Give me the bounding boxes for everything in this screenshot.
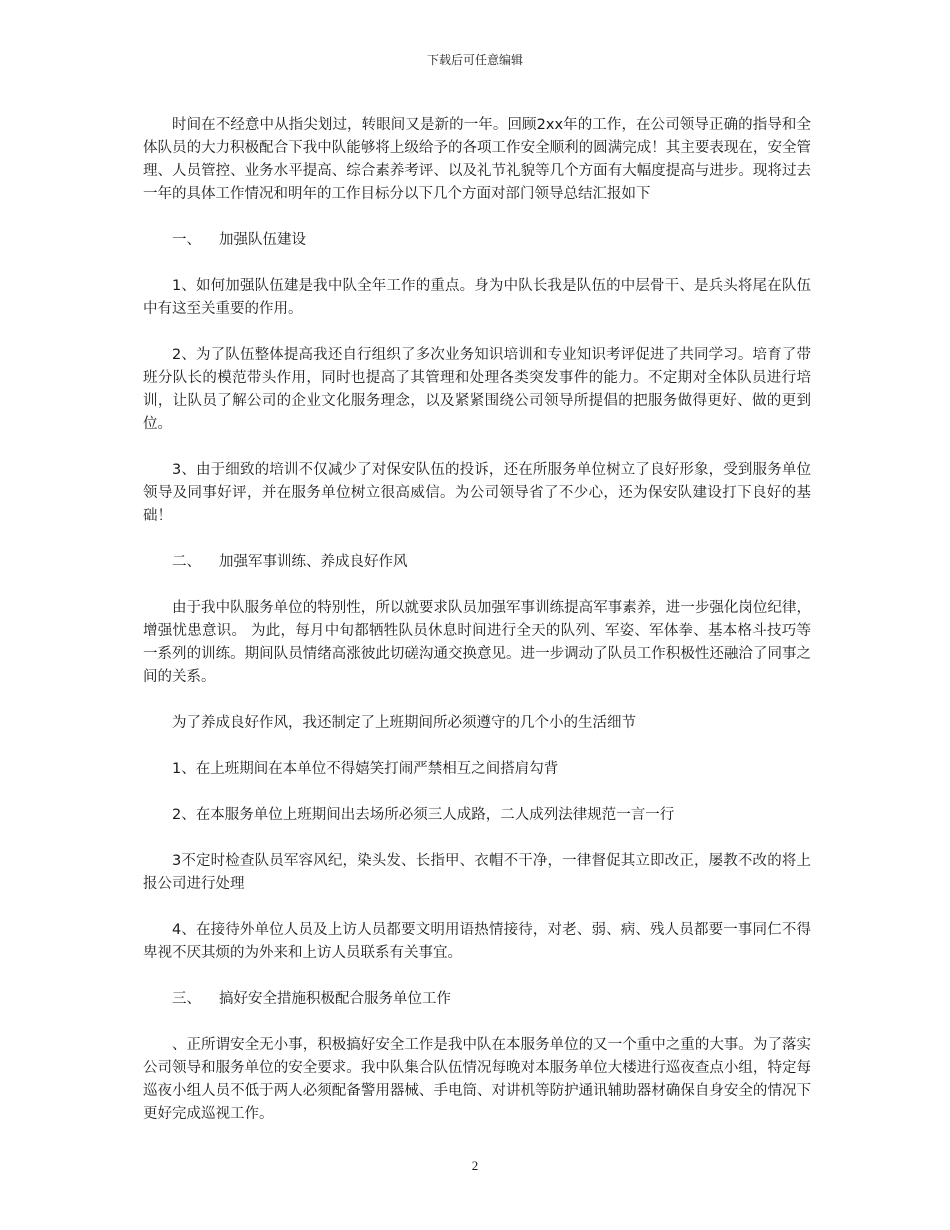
page-number: 2	[471, 1158, 479, 1173]
section-heading-1	[143, 229, 811, 252]
section-number-3: 三、	[172, 991, 201, 1007]
section-title-3: 搞好安全措施积极配合服务单位工作	[219, 991, 451, 1007]
section-number-2: 二、	[172, 554, 201, 570]
paragraph-1: 1、如何加强队伍建是我中队全年工作的重点。身为中队长我是队伍的中层骨干、是兵头将尾在队伍中有这至关重要的作用。	[143, 278, 811, 317]
section-heading-2	[143, 551, 811, 574]
section-title-1: 加强队伍建设	[219, 232, 306, 248]
paragraph-5: 为了养成良好作风，我还制定了上班期间所必须遵守的几个小的生活细节	[172, 715, 636, 731]
paragraph-7: 2、在本服务单位上班期间出去场所必须三人成路，二人成列法律规范一言一行	[172, 807, 675, 823]
paragraph-9: 4、在接待外单位人员及上访人员都要文明用语热情接待，对老、弱、病、残人员都要一事同仁不得卑视不厌其烦的为外来和上访人员联系有关事宜。	[143, 922, 811, 961]
paragraph-3: 3、由于细致的培训不仅减少了对保安队伍的投诉，还在所服务单位树立了良好形象，受到服务单位领导及同事好评，并在服务单位树立很高威信。为公司领导省了不少心，还为保安队建设打下良好的基础！	[143, 462, 811, 524]
intro-paragraph: 时间在不经意中从指尖划过，转眼间又是新的一年。回顾2xx年的工作，在公司领导正确的指导和全体队员的大力积极配合下我中队能够将上级给予的各项工作安全顺利的圆满完成！其主要表现在，安全管理、人员管控、业务水平提高、综合素养考评、以及礼节礼貌等几个方面有大幅度提高与进步。现将过去一年的具体工作情况和明年的工作目标分以下几个方面对部门领导总结汇报如下	[143, 117, 811, 202]
paragraph-4: 由于我中队服务单位的特别性，所以就要求队员加强军事训练提高军事素养，进一步强化岗位纪律，增强忧患意识。 为此，每月中旬都牺牲队员休息时间进行全天的队列、军姿、军体拳、基本格斗技巧等一系列的训练。期间队员情绪高涨彼此切磋沟通交换意见。进一步调动了队员工作积极性还融洽了同事之间的关系。	[143, 600, 811, 685]
page-header: 下载后可任意编辑	[426, 53, 523, 67]
section-number-1: 一、	[172, 232, 201, 248]
paragraph-6: 1、在上班期间在本单位不得嬉笑打闹严禁相互之间搭肩勾背	[172, 761, 559, 777]
section-heading-3	[143, 988, 811, 1011]
paragraph-8: 3不定时检查队员军容风纪，染头发、长指甲、衣帽不干净，一律督促其立即改正，屡教不改的将上报公司进行处理	[143, 853, 811, 892]
section-title-2: 加强军事训练、养成良好作风	[219, 554, 408, 570]
document-body	[143, 114, 811, 1149]
paragraph-2: 2、为了队伍整体提高我还自行组织了多次业务知识培训和专业知识考评促进了共同学习。培育了带班分队长的模范带头作用，同时也提高了其管理和处理各类突发事件的能力。不定期对全体队员进行培训，让队员了解公司的企业文化服务理念，以及紧紧围绕公司领导所提倡的把服务做得更好、做的更到位。	[143, 347, 811, 432]
paragraph-10: 、正所谓安全无小事，积极搞好安全工作是我中队在本服务单位的又一个重中之重的大事。为了落实公司领导和服务单位的安全要求。我中队集合队伍情况每晚对本服务单位大楼进行巡夜查点小组，特定每巡夜小组人员不低于两人必须配备警用器械、手电筒、对讲机等防护通讯辅助器材确保自身安全的情况下更好完成巡视工作。	[143, 1037, 811, 1122]
